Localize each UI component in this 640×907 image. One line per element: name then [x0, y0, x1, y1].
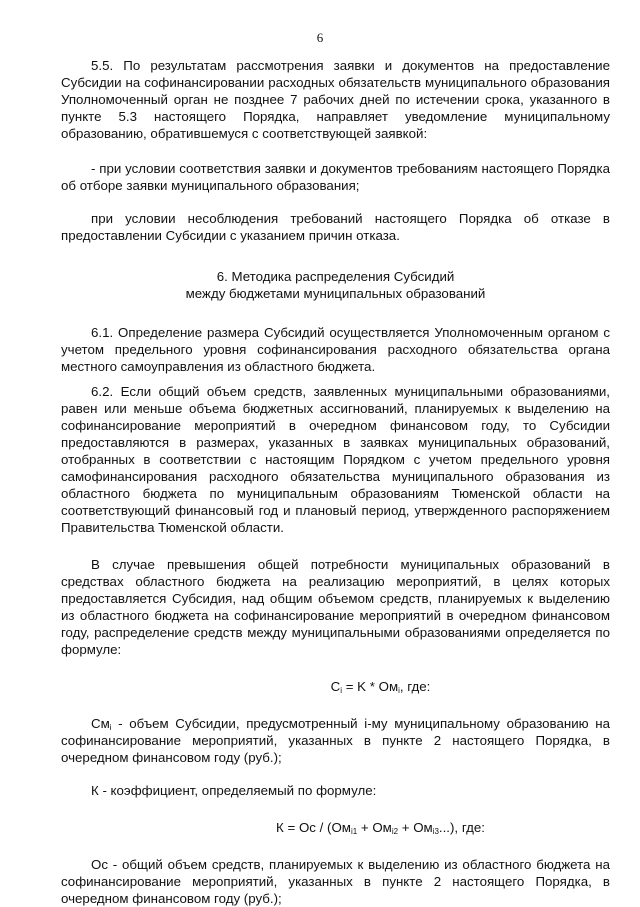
cm-symbol: См — [91, 716, 110, 731]
document-body — [61, 57, 610, 907]
formula-k-part-4: ...), где: — [438, 820, 485, 835]
formula-subsidy-rhs-index: i — [398, 686, 400, 695]
paragraph-6-1: 6.1. Определение размера Субсидий осуществляется Уполномоченным органом с учетом предельного уровня софинансирования расходного обязательства органа местного самоуправления из областного бюджета. — [61, 325, 610, 374]
formula-subsidy-lhs-index: i — [340, 686, 343, 695]
paragraph-condition-compliance: - при условии соответствия заявки и документов требованиям настоящего Порядка об отборе заявки муниципального образования; — [61, 161, 610, 193]
formula-k-index-2: i2 — [391, 827, 399, 836]
paragraph-5-5: 5.5. По результатам рассмотрения заявки и документов на предоставление Субсидии на софинансировании расходных обязательств муниципального образования Уполномоченный орган не позднее 7 рабочих дней по истечении срока, указанного в пункте 5.3 настоящего Порядка, направляет уведомление муниципальному образованию, обратившемуся с соответствующей заявкой: — [61, 58, 610, 141]
cm-definition-text: - объем Субсидии, предусмотренный i-му муниципальному образованию на софинансирование мероприятий, указанных в пункте 2 настоящего Порядка, в очередном финансовом году (руб.); — [61, 716, 610, 765]
paragraph-condition-noncompliance: при условии несоблюдения требований настоящего Порядка об отказе в предоставлении Субсидии с указанием причин отказа. — [61, 211, 610, 243]
formula-subsidy-size — [61, 678, 610, 695]
formula-k-index-3: i3 — [432, 827, 439, 836]
paragraph-excess-demand: В случае превышения общей потребности муниципальных образований в средствах областного бюджета на реализацию мероприятий, в целях которых предоставляется Субсидия, над общим объемом средств, планируемых к выделению из областного бюджета на софинансирование мероприятий в очередном финансовом году, распределение средств между муниципальными образованиями определяется по формуле: — [61, 557, 610, 657]
paragraph-cm-definition — [61, 715, 610, 766]
section-heading-line-2: между бюджетами муниципальных образований — [185, 286, 486, 301]
section-heading-line-1: 6. Методика распределения Субсидий — [216, 269, 455, 284]
paragraph-oc-definition: Ос - общий объем средств, планируемых к выделению из областного бюджета на софинансирование мероприятий, указанных в пункте 2 настоящего Порядка, в очередном финансовом году (руб.); — [61, 857, 610, 906]
formula-k-part-1: К = Ос / (Ом — [276, 820, 351, 835]
paragraph-k-definition: К - коэффициент, определяемый по формуле: — [91, 783, 377, 798]
section-heading-6 — [61, 268, 610, 302]
formula-k-index-1: i1 — [350, 827, 358, 836]
page-number: 6 — [316, 30, 324, 45]
paragraph-6-2: 6.2. Если общий объем средств, заявленных муниципальными образованиями, равен или меньше объема бюджетных ассигнований, планируемых к выделению на софинансирование мероприятий в очередном финансовом году, то Субсидии предоставляются в размерах, указанных в заявках муниципальных образований, отобранных в соответствии с настоящим Порядком с учетом предельного уровня самофинансирования расходного обязательства муниципального образования из областного бюджета по муниципальным образованиям Тюменской области на соответствующий финансовый год и плановый период, утвержденного распоряжением Правительства Тюменской области. — [61, 384, 610, 535]
formula-subsidy-rhs: = K * Ом — [342, 679, 399, 694]
cm-symbol-index: i — [109, 723, 112, 732]
formula-coefficient — [61, 819, 610, 836]
formula-subsidy-tail: , где: — [399, 679, 431, 694]
formula-k-part-3: + Ом — [398, 820, 433, 835]
formula-k-part-2: + Ом — [357, 820, 392, 835]
formula-subsidy-lhs: C — [330, 679, 341, 694]
